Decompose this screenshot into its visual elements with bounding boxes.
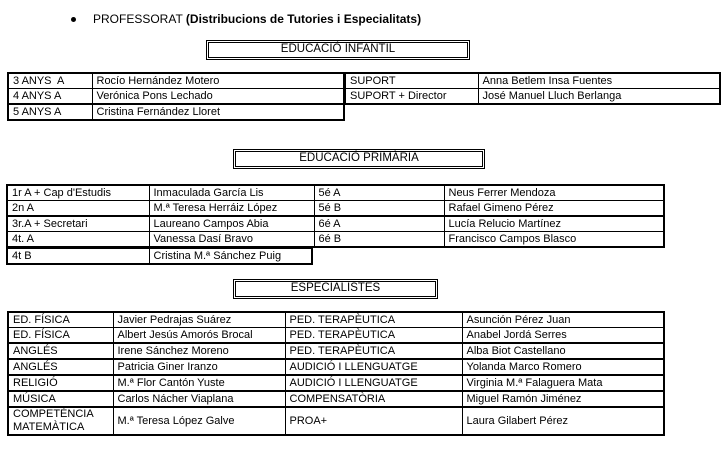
teacher-name-cell: Cristina Fernández Lloret: [92, 104, 344, 120]
table-row: [8, 73, 344, 89]
class-group-cell: 3 ANYS A: [8, 73, 92, 89]
role-cell: SUPORT: [345, 73, 478, 89]
page-title: [93, 12, 421, 26]
teacher-name-cell: Albert Jesús Amorós Brocal: [113, 328, 285, 344]
section-header-primaria: [233, 149, 485, 169]
class-group-cell: 6é B: [314, 232, 444, 248]
specialty-cell: COMPENSATÒRIA: [285, 391, 462, 407]
specialty-cell: MÚSICA: [8, 391, 113, 407]
teacher-name-cell: Inmaculada García Lis: [149, 185, 314, 201]
section-header-especialistes: [233, 279, 438, 299]
table-row: [8, 312, 664, 328]
specialty-cell: PED. TERAPÈUTICA: [285, 312, 462, 328]
teacher-name-cell: Cristina M.ª Sánchez Puig: [149, 248, 312, 264]
teacher-name-cell: Anna Betlem Insa Fuentes: [478, 73, 720, 89]
teacher-name-cell: Javier Pedrajas Suárez: [113, 312, 285, 328]
table-row: [8, 104, 344, 120]
table-infantil-tutories: [7, 72, 345, 121]
teacher-name-cell: Laura Gilabert Pérez: [462, 407, 664, 435]
teacher-name-cell: Rocío Hernández Motero: [92, 73, 344, 89]
table-row: [7, 232, 664, 248]
teacher-name-cell: Neus Ferrer Mendoza: [444, 185, 664, 201]
table-row: [7, 185, 664, 201]
table-primaria: [6, 184, 665, 248]
list-bullet-icon: [71, 17, 76, 22]
teacher-name-cell: Alba Biot Castellano: [462, 343, 664, 359]
teacher-name-cell: M.ª Teresa Herráiz López: [149, 201, 314, 217]
class-group-cell: 6é A: [314, 216, 444, 232]
section-header-infantil: [206, 40, 470, 60]
specialty-cell: PED. TERAPÈUTICA: [285, 328, 462, 344]
class-group-cell: 5é A: [314, 185, 444, 201]
page-title-emphasis: (Distribucions de Tutories i Especialitats): [185, 12, 422, 26]
table-row: [345, 73, 720, 89]
teacher-name-cell: Yolanda Marco Romero: [462, 359, 664, 375]
class-group-cell: 5é B: [314, 201, 444, 217]
table-row: [7, 248, 312, 264]
table-row: [8, 343, 664, 359]
class-group-cell: 3r.A + Secretari: [7, 216, 149, 232]
teacher-name-cell: Laureano Campos Abia: [149, 216, 314, 232]
specialty-cell: ANGLÉS: [8, 343, 113, 359]
teacher-name-cell: Virginia M.ª Falaguera Mata: [462, 375, 664, 391]
specialty-cell: ED. FÍSICA: [8, 312, 113, 328]
teacher-name-cell: José Manuel Lluch Berlanga: [478, 89, 720, 105]
section-header-primaria-label: EDUCACIÓ PRIMÀRIA: [235, 151, 483, 167]
table-row: [345, 89, 720, 105]
table-row: [7, 216, 664, 232]
table-row: [8, 407, 664, 435]
section-header-especialistes-label: ESPECIALISTES: [235, 281, 436, 297]
role-cell: SUPORT + Director: [345, 89, 478, 105]
specialty-cell: PED. TERAPÈUTICA: [285, 343, 462, 359]
specialty-cell: AUDICIÓ I LLENGUATGE: [285, 359, 462, 375]
teacher-name-cell: Lucía Relucio Martínez: [444, 216, 664, 232]
table-row: [8, 359, 664, 375]
specialty-cell: PROA+: [285, 407, 462, 435]
table-row: [8, 391, 664, 407]
teacher-name-cell: Irene Sánchez Moreno: [113, 343, 285, 359]
teacher-name-cell: Asunción Pérez Juan: [462, 312, 664, 328]
specialty-cell: AUDICIÓ I LLENGUATGE: [285, 375, 462, 391]
teacher-name-cell: Miguel Ramón Jiménez: [462, 391, 664, 407]
teacher-name-cell: Carlos Nácher Viaplana: [113, 391, 285, 407]
table-row: [8, 328, 664, 344]
teacher-name-cell: Vanessa Dasí Bravo: [149, 232, 314, 248]
teacher-name-cell: Anabel Jordá Serres: [462, 328, 664, 344]
specialty-cell: ANGLÉS: [8, 359, 113, 375]
class-group-cell: 4t B: [7, 248, 149, 264]
teacher-name-cell: Francisco Campos Blasco: [444, 232, 664, 248]
table-primaria-extra-row: [6, 247, 313, 265]
specialty-cell: ED. FÍSICA: [8, 328, 113, 344]
specialty-cell: COMPETÈNCIA MATEMÀTICA: [8, 407, 113, 435]
class-group-cell: 4 ANYS A: [8, 89, 92, 105]
teacher-name-cell: Rafael Gimeno Pérez: [444, 201, 664, 217]
specialty-cell: RELIGIÓ: [8, 375, 113, 391]
table-row: [8, 375, 664, 391]
teacher-name-cell: M.ª Flor Cantón Yuste: [113, 375, 285, 391]
page-title-prefix: PROFESSORAT: [93, 12, 186, 26]
table-especialistes: [7, 311, 665, 436]
teacher-name-cell: Patricia Giner Iranzo: [113, 359, 285, 375]
teacher-name-cell: M.ª Teresa López Galve: [113, 407, 285, 435]
table-row: [8, 89, 344, 105]
teacher-name-cell: Verónica Pons Lechado: [92, 89, 344, 105]
section-header-infantil-label: EDUCACIÓ INFANTIL: [208, 42, 468, 58]
class-group-cell: 2n A: [7, 201, 149, 217]
table-infantil-suport: [344, 72, 721, 105]
class-group-cell: 5 ANYS A: [8, 104, 92, 120]
table-row: [7, 201, 664, 217]
class-group-cell: 4t. A: [7, 232, 149, 248]
class-group-cell: 1r A + Cap d'Estudis: [7, 185, 149, 201]
